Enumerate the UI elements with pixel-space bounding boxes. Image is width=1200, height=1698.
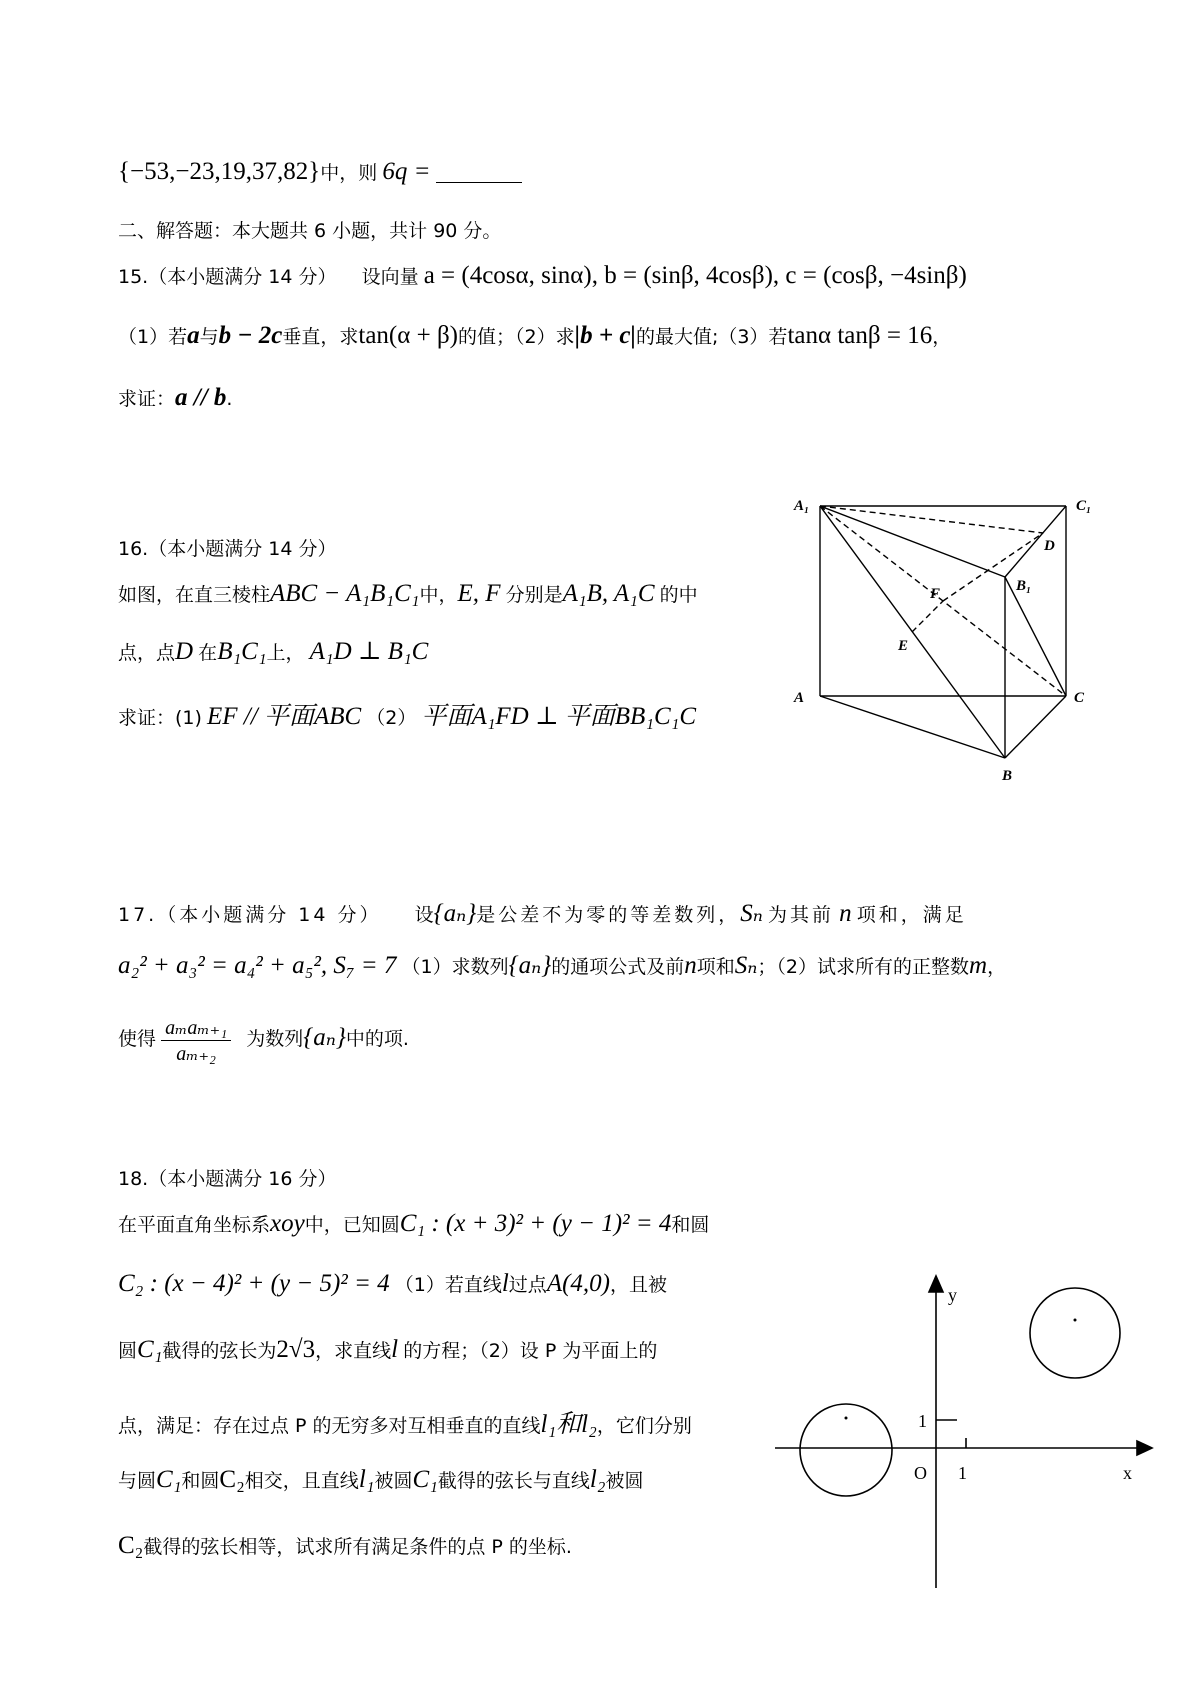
q17-text: 的通项公式及前 [551, 956, 685, 978]
q17-text: 为数列 [246, 1028, 304, 1050]
q18-line3 [118, 1336, 657, 1364]
segments: A₁B, A₁C [562, 580, 655, 607]
q16-head: 16.（本小题满分 14 分） [118, 538, 337, 560]
points-ef: E, F [457, 580, 501, 607]
y-arrow-icon [929, 1276, 943, 1292]
q15-vectors: a = (4cosα, sinα), b = (sinβ, 4cosβ), c = (cosβ, −4sinβ) [423, 262, 967, 289]
line-l1: l₁ [358, 1466, 375, 1493]
q15-intro: 设向量 [361, 266, 419, 288]
q18-text: 点，满足：存在过点 P 的无穷多对互相垂直的直线 [118, 1415, 541, 1437]
sum-sn: Sₙ [734, 952, 758, 979]
q16-text: 的中 [659, 584, 698, 606]
circle-c1: C₁ [412, 1466, 438, 1493]
q18-line2 [118, 1270, 667, 1298]
q16-text: 求证：(1) [118, 707, 202, 729]
circle-c2-shape [1030, 1288, 1120, 1378]
prism-name: ABC − A₁B₁C₁ [270, 580, 420, 607]
coord-system: xoy [270, 1210, 305, 1237]
q17-text: 为其前 [767, 904, 834, 926]
q15-line2 [118, 322, 951, 350]
y-label: y [948, 1285, 957, 1305]
q18-text: 与圆 [118, 1470, 157, 1492]
q18-text: 被圆 [374, 1470, 413, 1492]
edge-bc [1005, 696, 1066, 758]
q17-text: 项和，满足 [856, 904, 967, 926]
q18-text: 截得的弦长为 [162, 1340, 277, 1362]
q15-head: 15.（本小题满分 14 分） [118, 266, 337, 288]
edge-ab [820, 696, 1005, 758]
q18-head: 18.（本小题满分 16 分） [118, 1168, 337, 1190]
label-a: A [794, 690, 805, 706]
q17-text: 使得 [118, 1028, 157, 1050]
q18-text: 圆 [118, 1340, 138, 1362]
q17-line2 [118, 950, 1006, 980]
q18-text: 中，已知圆 [304, 1214, 400, 1236]
x-label: x [1123, 1463, 1132, 1483]
line-l: l [501, 1270, 509, 1297]
edge-b1c [1005, 577, 1066, 696]
fraction [161, 1015, 231, 1066]
q17-text: ， [987, 956, 1007, 978]
top-line [118, 158, 522, 186]
q18-text: 被圆 [605, 1470, 644, 1492]
q16-text: 如图，在直三棱柱 [118, 584, 271, 606]
a-parallel-b: a // b [175, 384, 227, 411]
y-one-label: 1 [918, 1411, 927, 1431]
q18-text: 过点 [508, 1274, 547, 1296]
prism-figure [780, 490, 1110, 790]
q15-text: ， [932, 326, 952, 348]
var-n: n [684, 952, 697, 979]
section-heading: 二、解答题：本大题共 6 小题，共计 90 分。 [118, 220, 502, 242]
label-f: F [930, 586, 941, 602]
q18-text: ，它们分别 [596, 1415, 692, 1437]
circle-c2: C₂ [118, 1532, 144, 1559]
var-m: m [969, 952, 988, 979]
q15-text: 的最大值;（3）若 [635, 326, 788, 348]
label-e: E [898, 638, 909, 654]
q17-text: 是公差不为零的等差数列， [476, 904, 741, 926]
fraction-numerator: aₘaₘ₊₁ [161, 1015, 231, 1041]
q16-text: 在 [198, 642, 218, 664]
q15-line1 [118, 262, 967, 290]
tan-product: tanα tanβ = 16 [787, 322, 933, 349]
q18-line5 [118, 1466, 644, 1494]
sequence-an: {aₙ} [303, 1024, 346, 1051]
sum-sn: Sₙ [740, 900, 763, 927]
q16-text: 上， [266, 642, 305, 664]
label-c: C [1074, 690, 1085, 706]
q15-line3 [118, 384, 232, 412]
coordinate-figure [770, 1268, 1170, 1598]
x-one-label: 1 [958, 1463, 967, 1483]
ef-parallel-plane: EF // 平面ABC [207, 703, 362, 730]
number-set: {−53,−23,19,37,82} [118, 158, 321, 185]
q17-text: （1）求数列 [401, 956, 509, 978]
chord-length: 2√3 [276, 1336, 316, 1363]
q18-text: 截得的弦长相等，试求所有满足条件的点 P 的坐标. [143, 1536, 572, 1558]
segment-b1c1: B₁C₁ [217, 638, 267, 665]
q15-text: （1）若 [118, 326, 188, 348]
label-d: D [1044, 538, 1055, 554]
line-l: l [391, 1336, 399, 1363]
point-d: D [175, 638, 194, 665]
x-arrow-icon [1137, 1441, 1152, 1455]
q15-text: 垂直，求 [282, 326, 359, 348]
q17-text: 项和 [696, 956, 735, 978]
q16-line2 [118, 636, 428, 666]
label-a1: A₁ [794, 498, 810, 514]
center-c1 [845, 1417, 848, 1420]
q18-line1 [118, 1210, 709, 1238]
q17-text: ；（2）试求所有的正整数 [757, 956, 970, 978]
q16-text: 分别是 [505, 584, 563, 606]
q18-text: 的方程；（2）设 P 为平面上的 [403, 1340, 658, 1362]
perp-condition: A₁D ⊥ B₁C [309, 638, 429, 665]
top-expr: 6q = [382, 158, 431, 185]
q18-text: 在平面直角坐标系 [118, 1214, 271, 1236]
lines-l1-l2: l₁和l₂ [540, 1411, 597, 1438]
q17-text: 设 [414, 904, 434, 926]
plane-perpendicular: 平面A₁FD ⊥ 平面BB₁C₁C [421, 703, 697, 730]
q16-text: 点，点 [118, 642, 176, 664]
q15-text: 与 [199, 326, 219, 348]
circle-c1-equation: C₁ : (x + 3)² + (y − 1)² = 4 [399, 1210, 672, 1237]
sequence-an: {aₙ} [508, 952, 552, 979]
circle-c2: C₂ [219, 1466, 245, 1493]
vector-a: a [187, 322, 200, 349]
q18-text: （1）若直线 [394, 1274, 502, 1296]
sequence-an: {aₙ} [433, 900, 477, 927]
q15-text: . [226, 388, 233, 410]
line-l2: l₂ [589, 1466, 606, 1493]
q18-text: ，求直线 [315, 1340, 392, 1362]
q18-text: 截得的弦长与直线 [437, 1470, 590, 1492]
vector-b-minus-2c: b − 2c [218, 322, 283, 349]
q18-text: ，且被 [609, 1274, 667, 1296]
origin-label: O [914, 1463, 927, 1483]
q17-text: 中的项. [345, 1028, 409, 1050]
edge-ef [912, 601, 943, 632]
q16-line1 [118, 580, 698, 608]
tan-sum: tan(α + β) [358, 322, 458, 349]
answer-blank[interactable] [436, 160, 522, 183]
circle-c1: C₁ [137, 1336, 163, 1363]
q18-text: 相交，且直线 [244, 1470, 359, 1492]
fraction-denominator: aₘ₊₂ [176, 1043, 217, 1065]
circle-c1: C₁ [156, 1466, 182, 1493]
q17-line1 [118, 898, 1088, 928]
q16-text: 中， [419, 584, 458, 606]
var-n: n [839, 900, 852, 927]
label-b1: B₁ [1016, 578, 1032, 594]
circle-c2-equation: C₂ : (x − 4)² + (y − 5)² = 4 [118, 1270, 390, 1297]
point-a: A(4,0) [546, 1270, 610, 1297]
center-c2 [1074, 1319, 1077, 1322]
q16-line3 [118, 696, 696, 732]
q17-head: 17.（本小题满分 14 分） [118, 904, 382, 926]
top-suffix: 中，则 [320, 162, 378, 184]
q18-text: 和圆 [671, 1214, 710, 1236]
q15-prove: 求证： [118, 388, 176, 410]
q17-line3 [118, 1015, 409, 1066]
q18-text: 和圆 [181, 1470, 220, 1492]
q18-line6 [118, 1532, 572, 1560]
label-c1: C₁ [1076, 498, 1092, 514]
q16-text: （2） [366, 707, 417, 729]
q17-condition: a₂² + a₃² = a₄² + a₅², S₇ = 7 [118, 952, 397, 979]
abs-b-plus-c: |b + c| [574, 322, 636, 349]
q18-line4 [118, 1404, 692, 1440]
label-b: B [1002, 768, 1013, 784]
q15-text: 的值；（2）求 [457, 326, 575, 348]
edge-b1c1 [1005, 506, 1066, 577]
